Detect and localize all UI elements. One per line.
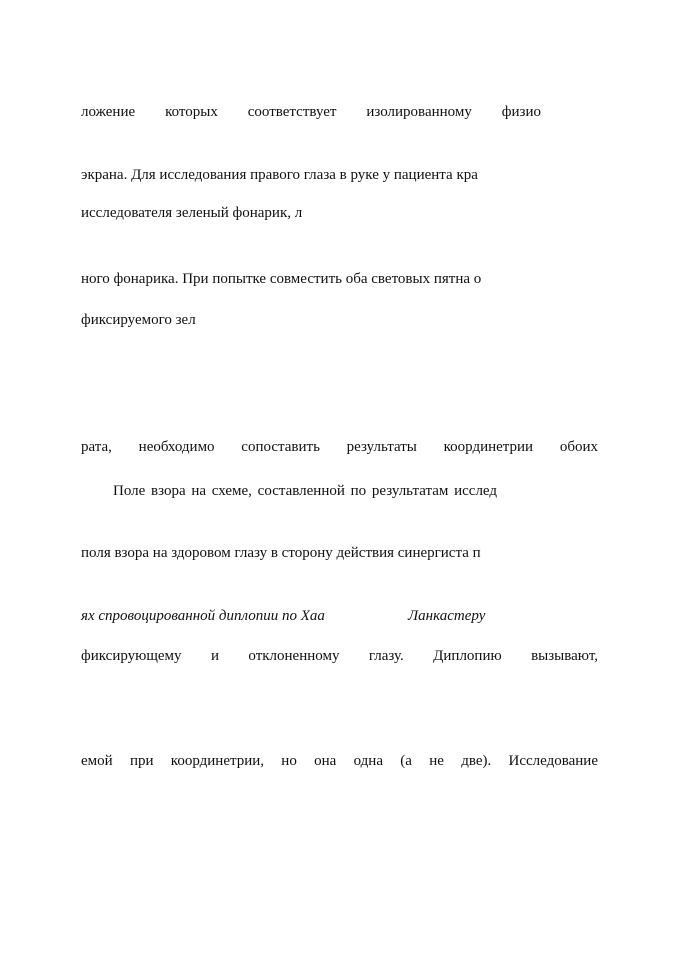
text-line: рата, необходимо сопоставить результаты координетрии обоих xyxy=(81,439,598,455)
text-line: поля взора на здоровом глазу в сторону действия синергиста п xyxy=(81,545,481,561)
text-line: фиксируемого зел xyxy=(81,312,196,328)
text-line: фиксирующему и отклоненному глазу. Диплопию вызывают, xyxy=(81,648,598,664)
text-line: экрана. Для исследования правого глаза в руке у пациента кра xyxy=(81,167,478,183)
paragraph-start-line: Поле взора на схеме, составленной по результатам исслед xyxy=(113,483,498,499)
italic-heading-part: Ланкастеру xyxy=(408,608,486,624)
text-line: ного фонарика. При попытке совместить оба световых пятна о xyxy=(81,271,482,287)
text-line: емой при координетрии, но она одна (а не две). Исследование xyxy=(81,753,598,769)
text-line: исследователя зеленый фонарик, л xyxy=(81,205,303,221)
italic-heading-part: ях спровоцированной диплопии по Хаа xyxy=(81,608,325,624)
text-line: ложение которых соответствует изолированному физио xyxy=(81,104,541,120)
